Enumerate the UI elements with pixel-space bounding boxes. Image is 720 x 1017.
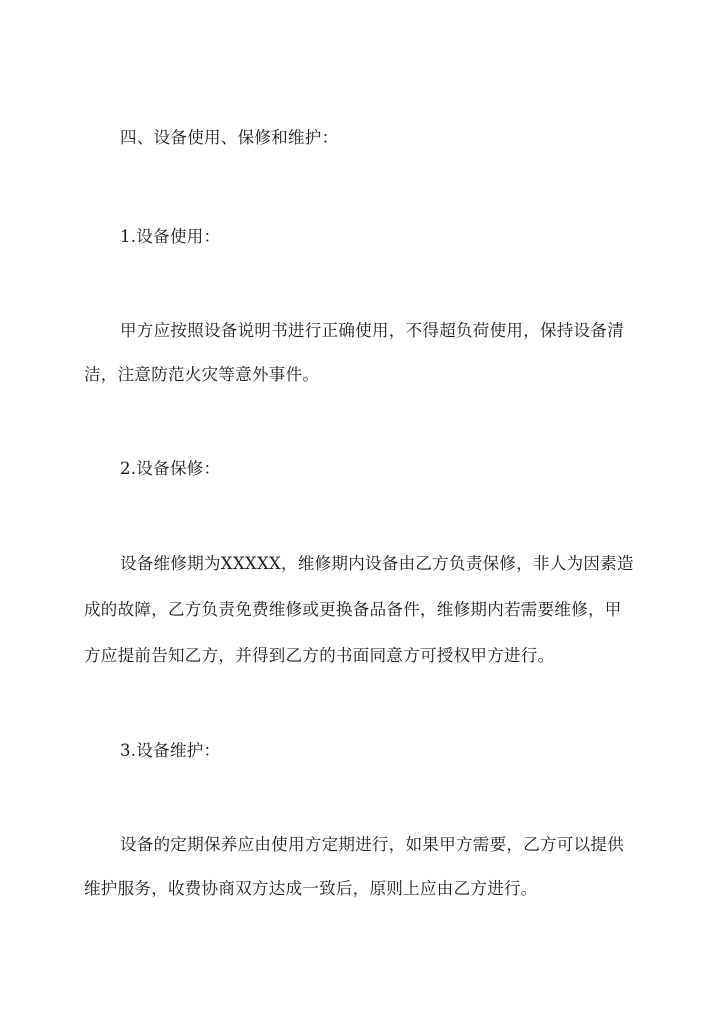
paragraph-line: 维护服务，收费协商双方达成一致后，原则上应由乙方进行。 xyxy=(84,879,538,898)
subsection-heading-warranty: 2.设备保修： xyxy=(120,459,221,478)
paragraph-line: 方应提前告知乙方，并得到乙方的书面同意方可授权甲方进行。 xyxy=(84,646,555,665)
paragraph-line: 洁，注意防范火灾等意外事件。 xyxy=(84,365,320,384)
subsection-heading-usage: 1.设备使用： xyxy=(120,227,221,246)
paragraph-line: 成的故障，乙方负责免费维修或更换备品备件，维修期内若需要维修，甲 xyxy=(84,600,622,619)
paragraph-line: 设备维修期为XXXXX，维修期内设备由乙方负责保修，非人为因素造 xyxy=(120,554,634,573)
paragraph-line: 甲方应按照设备说明书进行正确使用，不得超负荷使用，保持设备清 xyxy=(120,321,624,340)
subsection-heading-maintenance: 3.设备维护： xyxy=(120,741,221,760)
paragraph-line: 设备的定期保养应由使用方定期进行，如果甲方需要，乙方可以提供 xyxy=(120,835,624,854)
section-heading: 四、设备使用、保修和维护： xyxy=(120,128,339,147)
